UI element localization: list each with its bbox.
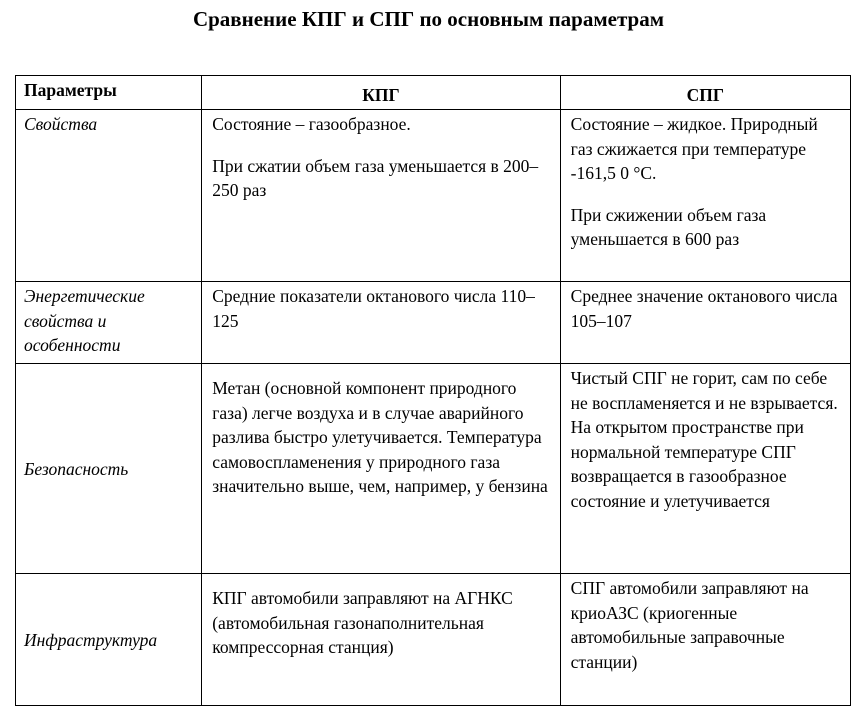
page-title: Сравнение КПГ и СПГ по основным параметрам xyxy=(192,7,665,31)
kpg-properties xyxy=(202,110,560,282)
spg-safety xyxy=(560,364,850,574)
header-spg: СПГ xyxy=(560,76,850,110)
kpg-infrastructure-text: КПГ автомобили заправляют на АГНКС (автомобильная газонаполнительная компрессорная станция) xyxy=(212,588,513,657)
kpg-safety xyxy=(202,364,560,574)
spg-infrastructure xyxy=(560,574,850,706)
spg-properties-line-1: Состояние – жидкое. Природный газ сжижается при температуре -161,5 0 °С. xyxy=(570,114,818,183)
kpg-properties-line-1: Состояние – газообразное. xyxy=(212,114,411,134)
spg-energy xyxy=(560,282,850,364)
table-header-row xyxy=(16,76,851,110)
kpg-infrastructure xyxy=(202,574,560,706)
kpg-energy-text: Средние показатели октанового числа 110–125 xyxy=(212,286,535,331)
kpg-energy xyxy=(202,282,560,364)
table-row-infrastructure xyxy=(16,574,851,706)
kpg-safety-text: Метан (основной компонент природного газа) легче воздуха и в случае аварийного разлива быстро улетучивается. Температура самовоспламенения у природного газа значительно выше, чем, например, у бензина xyxy=(212,378,548,496)
spg-properties xyxy=(560,110,850,282)
kpg-properties-line-2: При сжатии объем газа уменьшается в 200–250 раз xyxy=(212,155,539,200)
table-row-energy xyxy=(16,282,851,364)
param-infrastructure: Инфраструктура xyxy=(16,574,202,706)
comparison-table xyxy=(15,75,851,706)
table-row-properties xyxy=(16,110,851,282)
table-row-safety xyxy=(16,364,851,574)
spg-energy-text: Среднее значение октанового числа 105–107 xyxy=(570,286,838,331)
param-energy: Энергетические свойства и особенности xyxy=(16,282,202,364)
param-safety: Безопасность xyxy=(16,364,202,574)
header-kpg: КПГ xyxy=(202,76,560,110)
spg-safety-text: Чистый СПГ не горит, сам по себе не воспламеняется и не взрывается. На открытом пространстве при нормальной температуре СПГ возвращается в газообразное состояние и улетучивается xyxy=(570,368,838,511)
spg-infrastructure-text: СПГ автомобили заправляют на криоАЗС (криогенные автомобильные заправочные станции) xyxy=(570,578,809,672)
header-parameters: Параметры xyxy=(16,76,202,110)
param-properties: Свойства xyxy=(16,110,202,282)
spg-properties-line-2: При сжижении объем газа уменьшается в 600 раз xyxy=(570,204,767,249)
